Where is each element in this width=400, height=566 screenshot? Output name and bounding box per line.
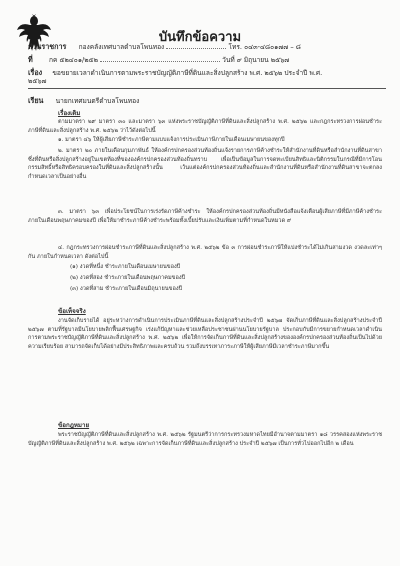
subject-line-1: ขอขยายเวลาดำเนินการตามพระราชบัญญัติภาษีที่ดินและสิ่งปลูกสร้าง พ.ศ. ๒๕๖๒ ประจำปี พ.ศ. xyxy=(52,69,323,77)
date-label: วันที่ xyxy=(222,56,235,64)
agency-value: กองคลังเทศบาลตำบลโพนทอง xyxy=(78,43,165,51)
law-paragraph: พระราชบัญญัติภาษีที่ดินและสิ่งปลูกสร้าง พ.ศ. ๒๕๖๒ รัฐมนตรีว่าการกระทรวงมหาดไทยมีอำนาจตามมาตรา ๑๘ วรรคสองแห่งพระราชบัญญัติภาษีที่ดินและสิ่งปลูกสร้าง พ.ศ. ๒๕๖๒ เฉพาะการจัดเก็บภาษีที่ดินและสิ่งปลูกสร้าง ประจำปี ๒๕๖๗ เป็นการทั่วไปออกไปอีก ๒ เดือน xyxy=(28,432,382,447)
subject-row-2 xyxy=(28,77,386,86)
phone-value: ๐๔๓-๔๘๐๑๗๗ – ๘ xyxy=(244,43,301,51)
installment-2: (๒) งวดที่สอง ชำระภายในเดือนพฤษภาคมของปี xyxy=(70,275,186,281)
agency-label: ส่วนราชการ xyxy=(28,42,67,51)
origin-item-2: ๒. มาตรา ๒๐ ภายในเดือนกุมภาพันธ์ ให้องค์กรปกครองส่วนท้องถิ่นแจ้งรายการภาษีค้างชำระให้สำนักงานที่ดินหรือสำนักงานที่ดินสาขา ซึ่งที่ดินหรือสิ่งปลูกสร้างอยู่ในเขตท้องที่ขององค์กรปกครองส่วนท้องถิ่นทราบ เพื่อเป็นข้อมูลในการจดทะเบียนสิทธิและนิติกรรมในกรณีที่มีการโอนกรรมสิทธิ์หรือสิทธิครอบครองในที่ดินและสิ่งปลูกสร้างนั้น เว้นแต่องค์กรปกครองส่วนท้องถิ่นและสำนักงานที่ดินหรือสำนักงานที่ดินสาขาจะตกลงกำหนดเวลาเป็นอย่างอื่น xyxy=(28,148,382,180)
header-divider xyxy=(28,88,386,89)
subject-label: เรื่อง xyxy=(28,68,43,77)
reference-row xyxy=(28,55,386,65)
facts-paragraph: งานจัดเก็บรายได้ อยู่ระหว่างการดำเนินการประเมินภาษีที่ดินและสิ่งปลูกสร้างประจำปี ๒๕๖๗ จัดเก็บภาษีที่ดินและสิ่งปลูกสร้างประจำปี ๒๕๖๗ ตามที่รัฐบาลมีนโยบายพลิกฟื้นเศรษฐกิจ เร่งแก้ปัญหาและช่วยเหลือประชาชนผ่านนโยบายรัฐบาล ประกอบกับมีการขยายกำหนดเวลาดำเนินการตามพระราชบัญญัติภาษีที่ดินและสิ่งปลูกสร้าง พ.ศ. ๒๕๖๒ เพื่อให้การจัดเก็บภาษีที่ดินและสิ่งปลูกสร้างขององค์กรปกครองส่วนท้องถิ่นเป็นไปด้วยความเรียบร้อย สามารถจัดเก็บได้อย่างมีประสิทธิภาพและครบถ้วน รวมถึงบรรเทาภาระภาษีให้ผู้เสียภาษีมีเวลาชำระภาษีมากขึ้น xyxy=(28,318,382,350)
date-value: ๙ มิถุนายน ๒๕๖๗ xyxy=(236,56,290,64)
law-heading: ข้อกฎหมาย xyxy=(58,422,90,429)
origin-item-3: ๓. มาตรา ๖๓ เพื่อประโยชน์ในการเร่งรัดภาษีค้างชำระ ให้องค์กรปกครองส่วนท้องถิ่นมีหนังสือแจ้งเตือนผู้เสียภาษีที่มีภาษีค้างชำระภายในเดือนพฤษภาคมของปี เพื่อให้มาชำระภาษีค้างชำระพร้อมทั้งเบี้ยปรับและเงินเพิ่มตามที่กำหนดในหมวด ๙ xyxy=(28,209,382,224)
salutation-value: นายกเทศมนตรีตำบลโพนทอง xyxy=(55,97,140,105)
reference-value: กค ๕๒๔๐๑/๒๕๒ xyxy=(48,56,98,64)
origin-item-1: ๑. มาตรา ๔๖ ให้ผู้เสียภาษีชำระภาษีตามแบบแจ้งการประเมินภาษีภายในเดือนเมษายนของทุกปี xyxy=(58,137,285,143)
facts-heading: ข้อเท็จจริง xyxy=(58,308,86,315)
document-title: บันทึกข้อความ xyxy=(158,30,242,45)
reference-label: ที่ xyxy=(28,55,33,64)
origin-item-4: ๔. กฎกระทรวงการผ่อนชำระภาษีที่ดินและสิ่งปลูกสร้าง พ.ศ. ๒๕๖๒ ข้อ ๓ การผ่อนชำระภาษีให้แบ่งชำระได้ไม่เกินสามงวด งวดละเท่าๆ กัน ภายในกำหนดเวลา ดังต่อไปนี้ xyxy=(28,245,382,260)
salutation-label: เรียน xyxy=(28,96,44,105)
installment-3: (๓) งวดที่สาม ชำระภายในเดือนมิถุนายนของปี xyxy=(70,286,183,292)
origin-heading: เรื่องเดิม xyxy=(58,110,81,117)
salutation-row xyxy=(28,96,386,106)
installment-1: (๑) งวดที่หนึ่ง ชำระภายในเดือนเมษายนของปี xyxy=(70,264,181,270)
agency-row xyxy=(28,42,386,52)
origin-paragraph: ตามมาตรา ๒๙ มาตรา ๓๐ และมาตรา ๖๓ แห่งพระราชบัญญัติภาษีที่ดินและสิ่งปลูกสร้าง พ.ศ. ๒๕๖๒ และกฎกระทรวงการผ่อนชำระภาษีที่ดินและสิ่งปลูกสร้าง พ.ศ. ๒๕๖๒ ว่าไว้ดังต่อไปนี้ xyxy=(28,119,382,134)
subject-line-2: ๒๕๖๗ xyxy=(28,77,47,85)
phone-label: โทร. xyxy=(228,43,243,51)
